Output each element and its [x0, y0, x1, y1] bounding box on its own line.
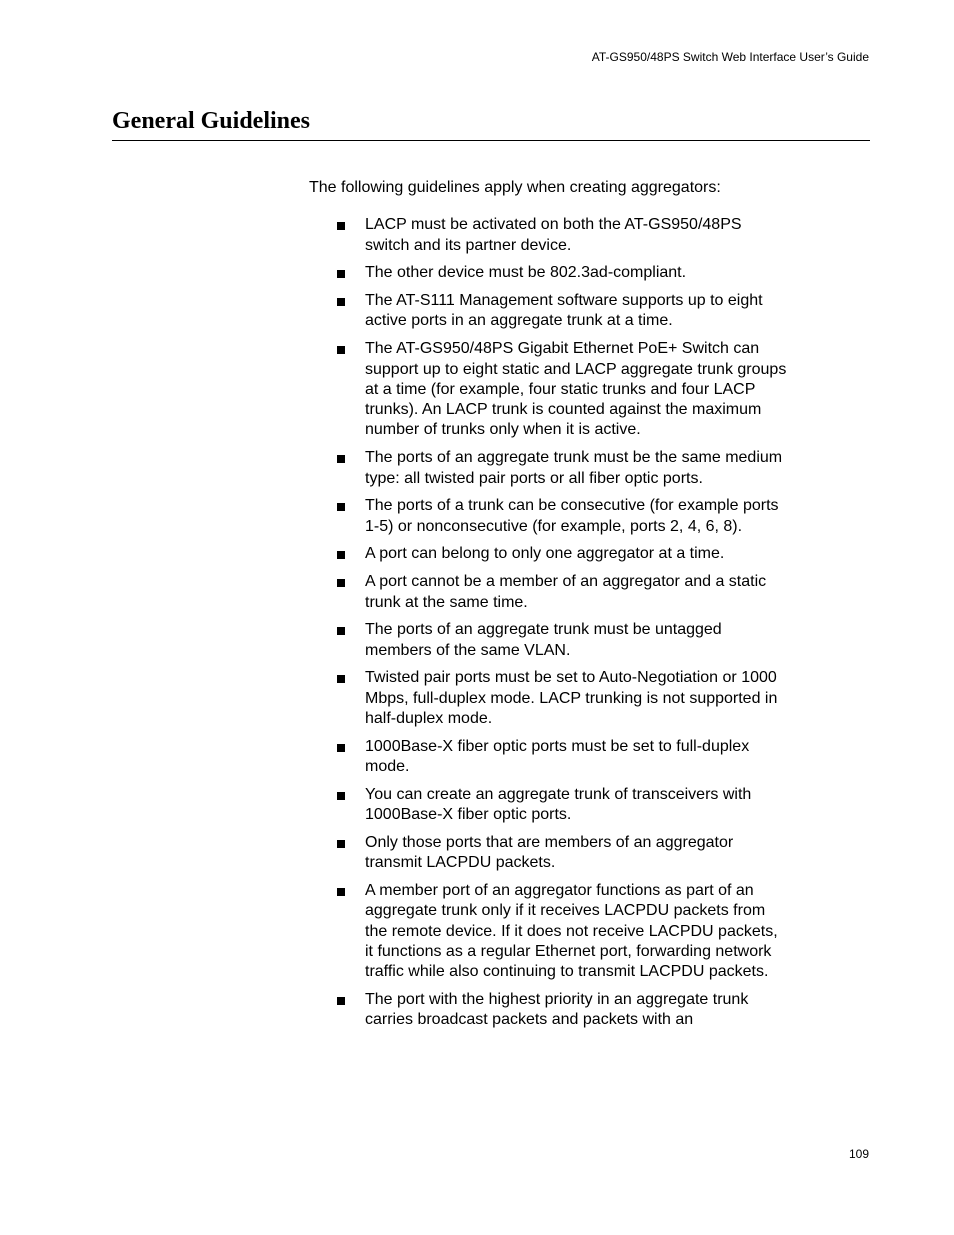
square-bullet-icon	[337, 627, 345, 635]
guideline-item	[309, 785, 789, 826]
square-bullet-icon	[337, 551, 345, 559]
square-bullet-icon	[337, 840, 345, 848]
guideline-text: The AT-S111 Management software supports up to eight active ports in an aggregate trunk at a time.	[365, 292, 763, 330]
running-header: AT-GS950/48PS Switch Web Interface User’s Guide	[591, 50, 869, 64]
guideline-text: The ports of an aggregate trunk must be untagged members of the same VLAN.	[365, 621, 722, 659]
square-bullet-icon	[337, 744, 345, 752]
guideline-item	[309, 544, 789, 564]
guideline-text: The other device must be 802.3ad-compliant.	[365, 264, 687, 282]
guideline-text: Twisted pair ports must be set to Auto-Negotiation or 1000 Mbps, full-duplex mode. LACP trunking is not supported in half-duplex mode.	[365, 669, 778, 728]
section-title: General Guidelines	[112, 108, 310, 134]
square-bullet-icon	[337, 346, 345, 354]
guideline-item	[309, 620, 789, 661]
guideline-text: LACP must be activated on both the AT-GS950/48PS switch and its partner device.	[365, 216, 742, 254]
guideline-text: 1000Base-X fiber optic ports must be set to full-duplex mode.	[365, 737, 750, 776]
guideline-text: A port can belong to only one aggregator at a time.	[365, 545, 725, 563]
guideline-text: Only those ports that are members of an aggregator transmit LACPDU packets.	[365, 834, 734, 872]
square-bullet-icon	[337, 298, 345, 306]
guideline-item	[309, 668, 789, 729]
square-bullet-icon	[337, 792, 345, 800]
guideline-item	[309, 291, 789, 332]
guideline-item	[309, 448, 789, 489]
square-bullet-icon	[337, 503, 345, 511]
guideline-text: A member port of an aggregator functions as part of an aggregate trunk only if it receives LACPDU packets from the remote device. If it does not receive LACPDU packets, it functions as a regular Ethernet port, forwarding network traffic while also continuing to transmit LACPDU packets.	[365, 882, 778, 981]
body-content	[309, 178, 789, 1038]
guideline-text: You can create an aggregate trunk of transceivers with 1000Base-X fiber optic ports.	[365, 785, 752, 824]
guideline-item	[309, 990, 789, 1031]
square-bullet-icon	[337, 997, 345, 1005]
title-rule	[112, 140, 870, 141]
guideline-item	[309, 572, 789, 613]
guideline-item	[309, 881, 789, 982]
square-bullet-icon	[337, 270, 345, 278]
guideline-item	[309, 263, 789, 283]
square-bullet-icon	[337, 579, 345, 587]
square-bullet-icon	[337, 455, 345, 463]
guideline-text: The ports of a trunk can be consecutive (for example ports 1-5) or nonconsecutive (for example, ports 2, 4, 6, 8).	[365, 497, 779, 535]
guideline-text: The port with the highest priority in an aggregate trunk carries broadcast packets and packets with an	[365, 991, 749, 1029]
guideline-item	[309, 215, 789, 256]
square-bullet-icon	[337, 888, 345, 896]
guideline-text: The AT-GS950/48PS Gigabit Ethernet PoE+ Switch can support up to eight static and LACP aggregate trunk groups at a time (for example, four static trunks and four LACP trunks). An LACP trunk is counted against the maximum number of trunks only when it is active.	[365, 340, 787, 439]
guideline-list	[309, 215, 789, 1030]
intro-paragraph: The following guidelines apply when creating aggregators:	[309, 179, 721, 196]
guideline-text: The ports of an aggregate trunk must be the same medium type: all twisted pair ports or all fiber optic ports.	[365, 449, 783, 487]
guideline-item	[309, 496, 789, 537]
page-number: 109	[848, 1147, 869, 1161]
square-bullet-icon	[337, 222, 345, 230]
guideline-item	[309, 833, 789, 874]
guideline-item	[309, 737, 789, 778]
guideline-text: A port cannot be a member of an aggregator and a static trunk at the same time.	[365, 573, 767, 611]
guideline-item	[309, 339, 789, 440]
square-bullet-icon	[337, 675, 345, 683]
